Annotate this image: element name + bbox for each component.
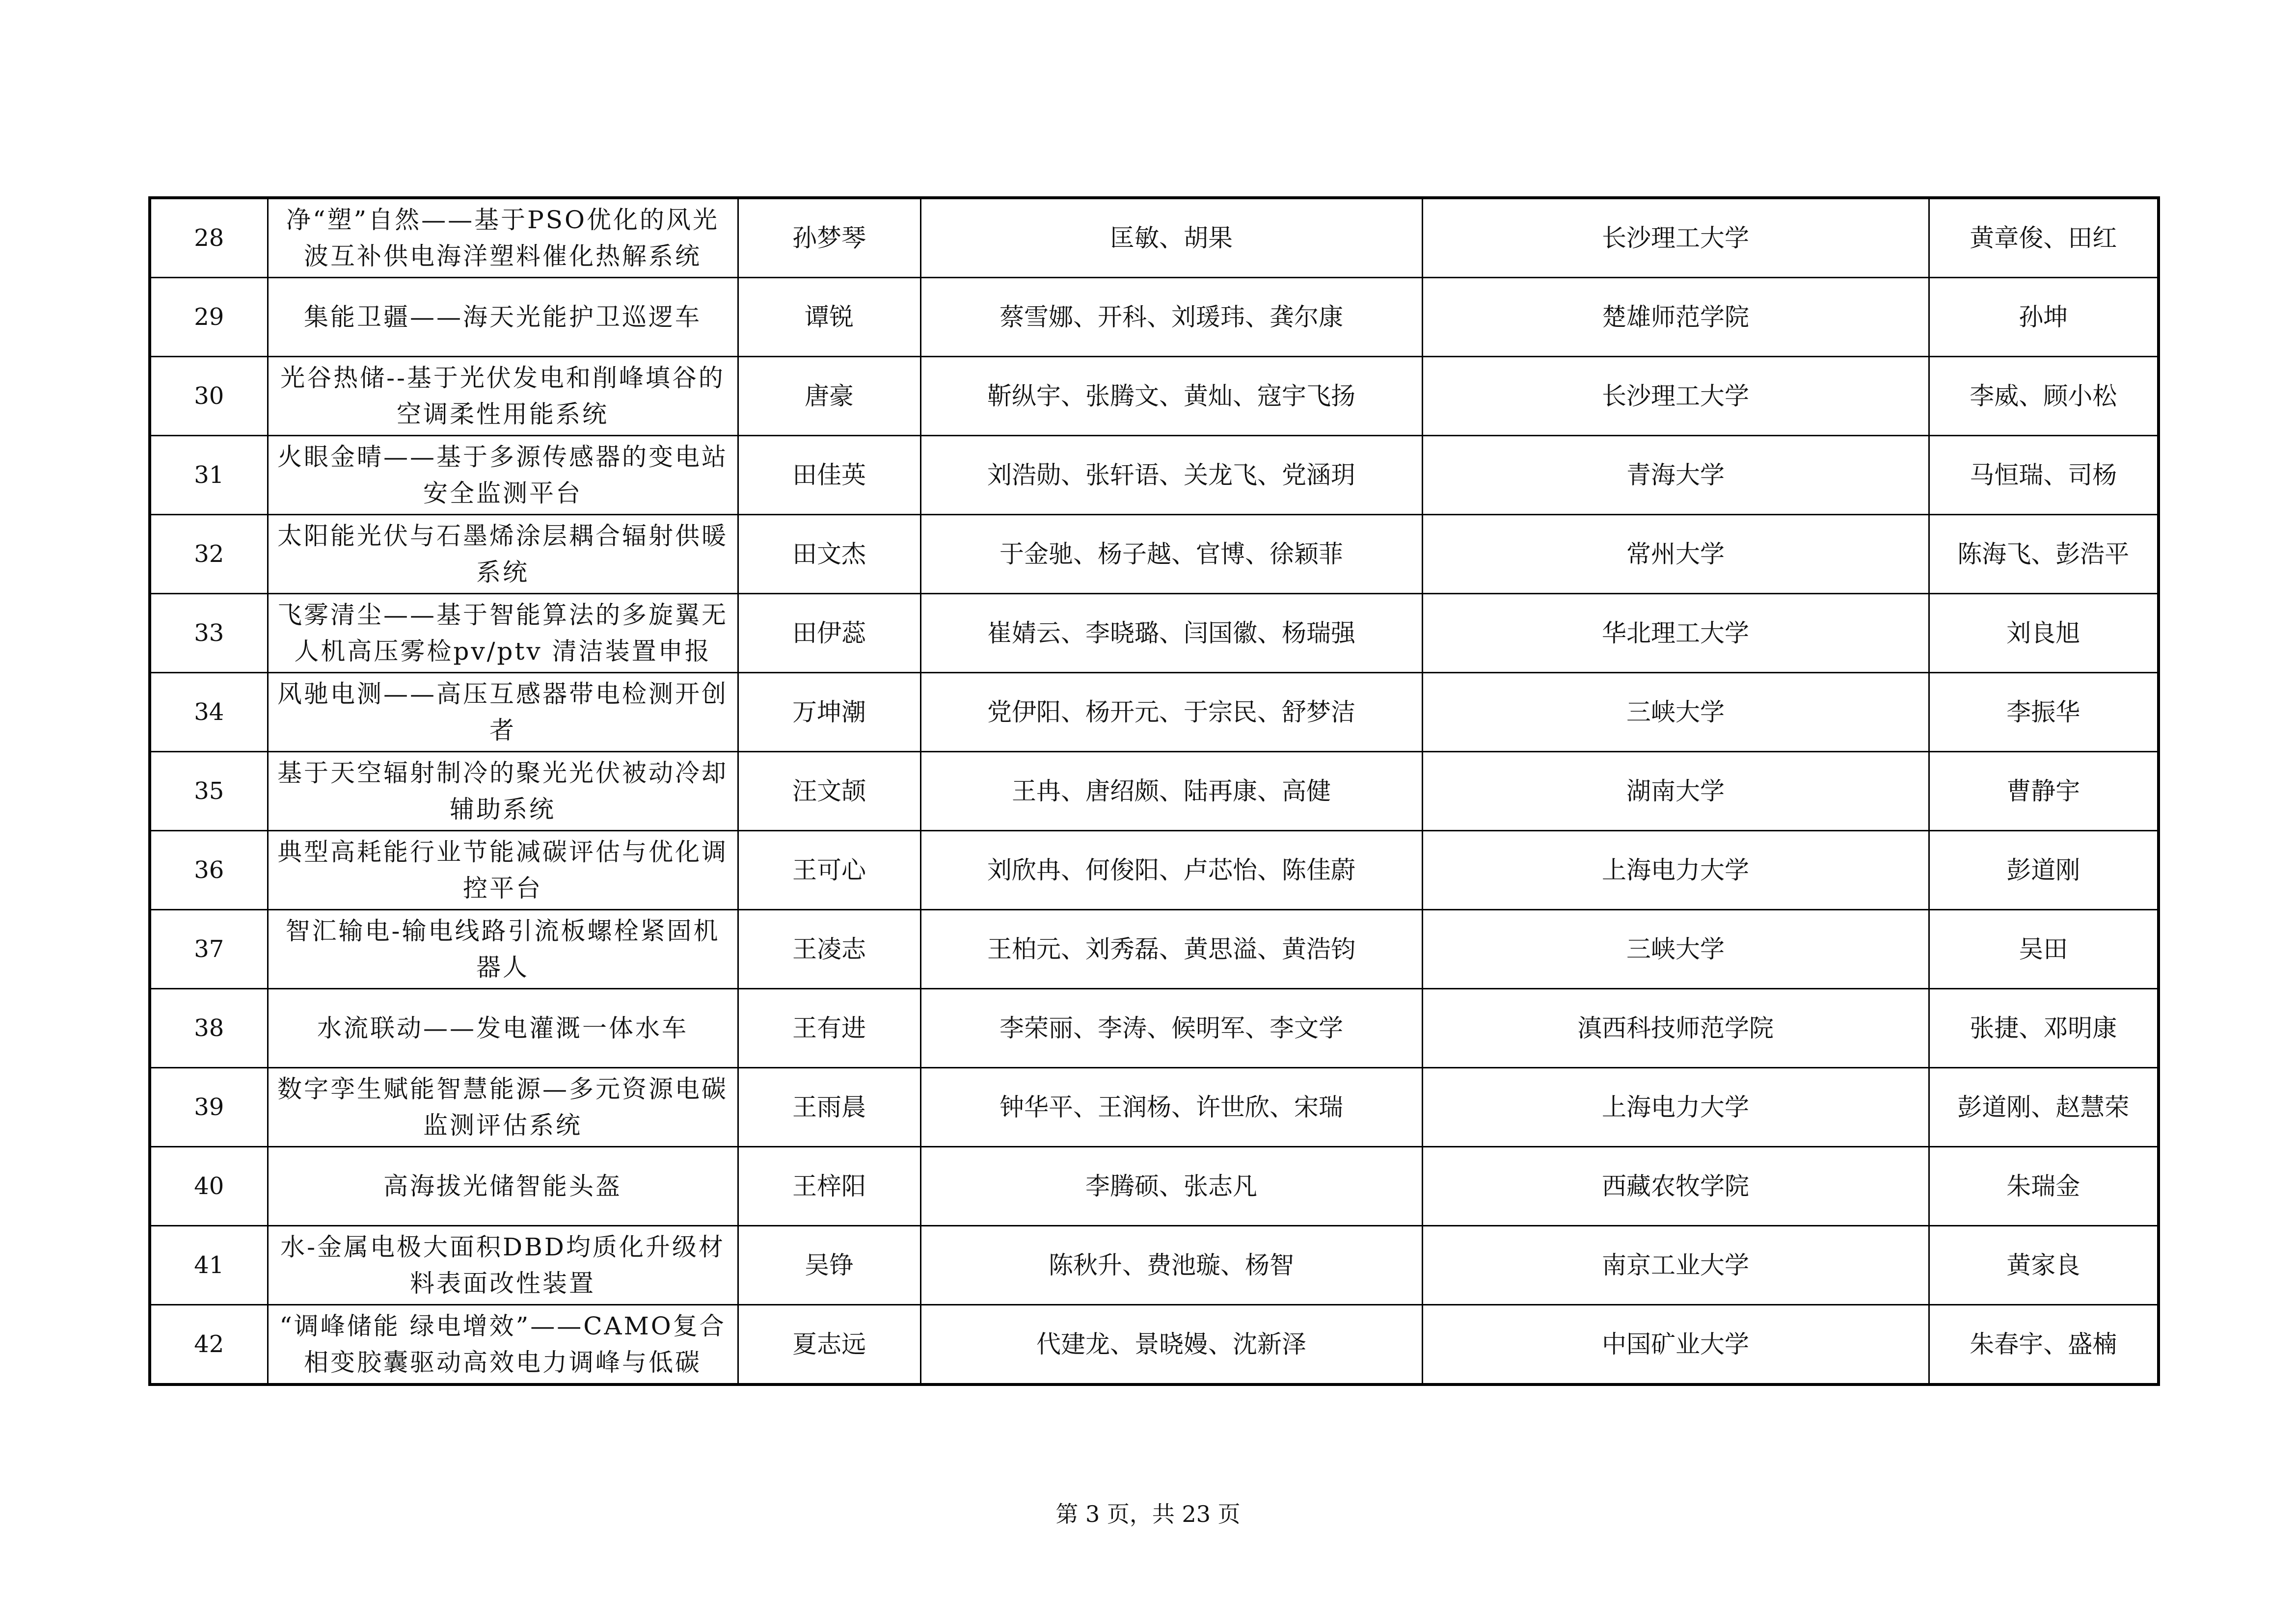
row-number: 29	[150, 278, 268, 357]
team-leader: 王凌志	[738, 910, 920, 989]
team-leader: 唐豪	[738, 357, 920, 436]
project-name: 智汇输电-输电线路引流板螺栓紧固机器人	[268, 910, 738, 989]
row-number: 28	[150, 198, 268, 278]
table-row	[150, 673, 2159, 752]
school-name: 长沙理工大学	[1422, 198, 1929, 278]
team-leader: 王雨晨	[738, 1068, 920, 1147]
table-row	[150, 594, 2159, 673]
advisor-name: 马恒瑞、司杨	[1929, 436, 2159, 515]
row-number: 32	[150, 515, 268, 594]
school-name: 滇西科技师范学院	[1422, 989, 1929, 1068]
project-name: 风驰电测——高压互感器带电检测开创者	[268, 673, 738, 752]
advisor-name: 刘良旭	[1929, 594, 2159, 673]
row-number: 34	[150, 673, 268, 752]
advisor-name: 吴田	[1929, 910, 2159, 989]
row-number: 39	[150, 1068, 268, 1147]
team-members: 王冉、唐绍颇、陆再康、高健	[920, 752, 1422, 831]
project-name: 典型高耗能行业节能减碳评估与优化调控平台	[268, 831, 738, 910]
project-name: 火眼金晴——基于多源传感器的变电站安全监测平台	[268, 436, 738, 515]
team-members: 钟华平、王润杨、许世欣、宋瑞	[920, 1068, 1422, 1147]
school-name: 楚雄师范学院	[1422, 278, 1929, 357]
school-name: 三峡大学	[1422, 673, 1929, 752]
page-footer: 第 3 页，共 23 页	[1055, 1501, 1241, 1527]
project-name: 高海拔光储智能头盔	[268, 1147, 738, 1226]
advisor-name: 李威、顾小松	[1929, 357, 2159, 436]
team-leader: 汪文颉	[738, 752, 920, 831]
project-name: 太阳能光伏与石墨烯涂层耦合辐射供暖系统	[268, 515, 738, 594]
team-leader: 夏志远	[738, 1305, 920, 1385]
table-row	[150, 515, 2159, 594]
team-members: 王柏元、刘秀磊、黄思溢、黄浩钧	[920, 910, 1422, 989]
project-name: 数字孪生赋能智慧能源—多元资源电碳监测评估系统	[268, 1068, 738, 1147]
school-name: 中国矿业大学	[1422, 1305, 1929, 1385]
table-row	[150, 910, 2159, 989]
row-number: 31	[150, 436, 268, 515]
project-name: 水-金属电极大面积DBD均质化升级材料表面改性装置	[268, 1226, 738, 1305]
table-row	[150, 1068, 2159, 1147]
table-row	[150, 831, 2159, 910]
project-name: 净“塑”自然——基于PSO优化的风光波互补供电海洋塑料催化热解系统	[268, 198, 738, 278]
advisor-name: 黄家良	[1929, 1226, 2159, 1305]
team-leader: 孙梦琴	[738, 198, 920, 278]
table-row	[150, 1226, 2159, 1305]
team-leader: 吴铮	[738, 1226, 920, 1305]
school-name: 青海大学	[1422, 436, 1929, 515]
team-leader: 谭锐	[738, 278, 920, 357]
advisor-name: 曹静宇	[1929, 752, 2159, 831]
team-members: 匡敏、胡果	[920, 198, 1422, 278]
row-number: 40	[150, 1147, 268, 1226]
project-name: “调峰储能 绿电增效”——CAMO复合相变胶囊驱动高效电力调峰与低碳	[268, 1305, 738, 1385]
advisor-name: 朱春宇、盛楠	[1929, 1305, 2159, 1385]
advisor-name: 李振华	[1929, 673, 2159, 752]
school-name: 上海电力大学	[1422, 1068, 1929, 1147]
table-row	[150, 357, 2159, 436]
team-members: 蔡雪娜、开科、刘瑗玮、龚尔康	[920, 278, 1422, 357]
row-number: 30	[150, 357, 268, 436]
award-list-table	[148, 196, 2160, 1386]
project-name: 基于天空辐射制冷的聚光光伏被动冷却辅助系统	[268, 752, 738, 831]
team-members: 刘欣冉、何俊阳、卢芯怡、陈佳蔚	[920, 831, 1422, 910]
team-members: 于金驰、杨子越、官博、徐颖菲	[920, 515, 1422, 594]
school-name: 西藏农牧学院	[1422, 1147, 1929, 1226]
advisor-name: 彭道刚、赵慧荣	[1929, 1068, 2159, 1147]
team-leader: 王有进	[738, 989, 920, 1068]
team-members: 代建龙、景晓嫚、沈新泽	[920, 1305, 1422, 1385]
team-leader: 万坤潮	[738, 673, 920, 752]
table-row	[150, 1305, 2159, 1385]
row-number: 37	[150, 910, 268, 989]
row-number: 35	[150, 752, 268, 831]
advisor-name: 孙坤	[1929, 278, 2159, 357]
school-name: 华北理工大学	[1422, 594, 1929, 673]
project-name: 水流联动——发电灌溉一体水车	[268, 989, 738, 1068]
team-members: 李腾硕、张志凡	[920, 1147, 1422, 1226]
table-row	[150, 752, 2159, 831]
table-row	[150, 436, 2159, 515]
team-members: 李荣丽、李涛、候明军、李文学	[920, 989, 1422, 1068]
team-leader: 王可心	[738, 831, 920, 910]
school-name: 三峡大学	[1422, 910, 1929, 989]
table-body	[150, 198, 2159, 1384]
row-number: 41	[150, 1226, 268, 1305]
advisor-name: 朱瑞金	[1929, 1147, 2159, 1226]
team-members: 靳纵宇、张腾文、黄灿、寇宇飞扬	[920, 357, 1422, 436]
advisor-name: 彭道刚	[1929, 831, 2159, 910]
advisor-name: 黄章俊、田红	[1929, 198, 2159, 278]
row-number: 33	[150, 594, 268, 673]
table-row	[150, 198, 2159, 278]
school-name: 南京工业大学	[1422, 1226, 1929, 1305]
advisor-name: 陈海飞、彭浩平	[1929, 515, 2159, 594]
table-row	[150, 278, 2159, 357]
row-number: 38	[150, 989, 268, 1068]
table-row	[150, 1147, 2159, 1226]
team-members: 党伊阳、杨开元、于宗民、舒梦洁	[920, 673, 1422, 752]
team-leader: 田文杰	[738, 515, 920, 594]
school-name: 湖南大学	[1422, 752, 1929, 831]
team-leader: 田佳英	[738, 436, 920, 515]
team-leader: 田伊蕊	[738, 594, 920, 673]
team-members: 刘浩勋、张轩语、关龙飞、党涵玥	[920, 436, 1422, 515]
team-leader: 王梓阳	[738, 1147, 920, 1226]
table-row	[150, 989, 2159, 1068]
school-name: 常州大学	[1422, 515, 1929, 594]
school-name: 上海电力大学	[1422, 831, 1929, 910]
row-number: 42	[150, 1305, 268, 1385]
project-name: 飞雾清尘——基于智能算法的多旋翼无人机高压雾检pv/ptv 清洁装置申报	[268, 594, 738, 673]
advisor-name: 张捷、邓明康	[1929, 989, 2159, 1068]
project-name: 集能卫疆——海天光能护卫巡逻车	[268, 278, 738, 357]
school-name: 长沙理工大学	[1422, 357, 1929, 436]
project-name: 光谷热储--基于光伏发电和削峰填谷的空调柔性用能系统	[268, 357, 738, 436]
row-number: 36	[150, 831, 268, 910]
team-members: 陈秋升、费池璇、杨智	[920, 1226, 1422, 1305]
team-members: 崔婧云、李晓璐、闫国徽、杨瑞强	[920, 594, 1422, 673]
